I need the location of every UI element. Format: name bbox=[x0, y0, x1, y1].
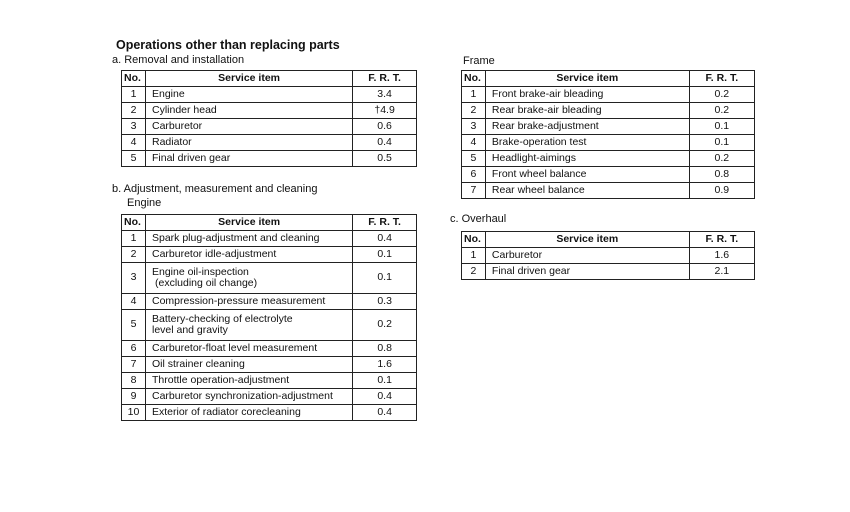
row-item-line1: Engine oil-inspection bbox=[151, 265, 249, 278]
header-frt: F. R. T. bbox=[689, 232, 754, 248]
row-item bbox=[145, 263, 352, 294]
row-frt: 0.2 bbox=[689, 87, 754, 103]
table-row bbox=[122, 247, 417, 263]
table-row bbox=[122, 135, 417, 151]
table-row bbox=[122, 357, 417, 373]
frame-label: Frame bbox=[463, 55, 495, 67]
row-item: Rear brake-air bleading bbox=[485, 103, 689, 119]
table-row bbox=[462, 167, 755, 183]
row-no: 3 bbox=[122, 119, 146, 135]
table-header-row bbox=[122, 71, 417, 87]
row-frt: 0.8 bbox=[353, 341, 417, 357]
table-header-row bbox=[462, 71, 755, 87]
row-frt: 0.5 bbox=[353, 151, 417, 167]
row-frt: 0.1 bbox=[689, 119, 754, 135]
row-no: 3 bbox=[462, 119, 486, 135]
row-no: 1 bbox=[462, 248, 486, 264]
table-row bbox=[122, 294, 417, 310]
removal-installation-table bbox=[121, 70, 417, 167]
row-frt: 0.3 bbox=[353, 294, 417, 310]
table-row bbox=[462, 264, 755, 280]
row-item: Radiator bbox=[145, 135, 352, 151]
table-row bbox=[462, 151, 755, 167]
section-b-label: b. Adjustment, measurement and cleaning bbox=[112, 183, 318, 195]
row-no: 2 bbox=[122, 103, 146, 119]
row-no: 10 bbox=[122, 405, 146, 421]
row-frt: 0.4 bbox=[353, 231, 417, 247]
row-no: 2 bbox=[462, 103, 486, 119]
table-row bbox=[122, 87, 417, 103]
table-row bbox=[462, 87, 755, 103]
table-row bbox=[122, 231, 417, 247]
row-item: Throttle operation-adjustment bbox=[145, 373, 352, 389]
table-row bbox=[122, 373, 417, 389]
header-frt: F. R. T. bbox=[689, 71, 754, 87]
table-row bbox=[462, 183, 755, 199]
row-no: 6 bbox=[462, 167, 486, 183]
row-item: Final driven gear bbox=[145, 151, 352, 167]
row-item: Cylinder head bbox=[145, 103, 352, 119]
row-item: Compression-pressure measurement bbox=[145, 294, 352, 310]
table-row bbox=[462, 248, 755, 264]
row-frt: 0.4 bbox=[353, 405, 417, 421]
row-no: 3 bbox=[122, 263, 146, 294]
section-a-label: a. Removal and installation bbox=[112, 54, 245, 66]
row-no: 9 bbox=[122, 389, 146, 405]
table-row bbox=[122, 151, 417, 167]
row-item-line2: level and gravity bbox=[151, 324, 228, 336]
section-b-sublabel: Engine bbox=[127, 197, 162, 209]
header-service-item: Service item bbox=[485, 71, 689, 87]
row-frt: 0.1 bbox=[353, 263, 417, 294]
section-c-label: c. Overhaul bbox=[450, 213, 507, 225]
adjustment-frame-table bbox=[461, 70, 755, 199]
row-no: 2 bbox=[462, 264, 486, 280]
table-row bbox=[462, 119, 755, 135]
row-frt: 0.1 bbox=[353, 247, 417, 263]
row-frt: 0.4 bbox=[353, 389, 417, 405]
row-no: 2 bbox=[122, 247, 146, 263]
row-item: Carburetor-float level measurement bbox=[145, 341, 352, 357]
header-frt: F. R. T. bbox=[353, 71, 417, 87]
header-frt: F. R. T. bbox=[353, 215, 417, 231]
row-item-line1: Battery-checking of electrolyte bbox=[151, 312, 293, 325]
header-no: No. bbox=[462, 71, 486, 87]
row-no: 7 bbox=[462, 183, 486, 199]
row-frt: 0.2 bbox=[689, 151, 754, 167]
row-item: Oil strainer cleaning bbox=[145, 357, 352, 373]
row-frt: 0.8 bbox=[689, 167, 754, 183]
row-item: Exterior of radiator corecleaning bbox=[145, 405, 352, 421]
row-item: Carburetor synchronization-adjustment bbox=[145, 389, 352, 405]
header-service-item: Service item bbox=[145, 215, 352, 231]
row-item: Final driven gear bbox=[485, 264, 689, 280]
row-no: 1 bbox=[122, 231, 146, 247]
table-row bbox=[462, 103, 755, 119]
row-item: Rear wheel balance bbox=[485, 183, 689, 199]
row-frt: 0.1 bbox=[353, 373, 417, 389]
row-item: Front wheel balance bbox=[485, 167, 689, 183]
table-row bbox=[122, 389, 417, 405]
row-frt: 0.2 bbox=[353, 310, 417, 341]
row-item: Carburetor bbox=[145, 119, 352, 135]
row-no: 1 bbox=[122, 87, 146, 103]
row-item: Front brake-air bleading bbox=[485, 87, 689, 103]
row-item: Rear brake-adjustment bbox=[485, 119, 689, 135]
row-frt: 1.6 bbox=[689, 248, 754, 264]
page-title: Operations other than replacing parts bbox=[116, 38, 340, 52]
table-row bbox=[122, 341, 417, 357]
table-header-row bbox=[462, 232, 755, 248]
header-service-item: Service item bbox=[145, 71, 352, 87]
table-row bbox=[122, 119, 417, 135]
row-no: 8 bbox=[122, 373, 146, 389]
table-row bbox=[462, 135, 755, 151]
row-no: 5 bbox=[122, 310, 146, 341]
row-frt: 0.9 bbox=[689, 183, 754, 199]
row-frt: 3.4 bbox=[353, 87, 417, 103]
row-item bbox=[145, 310, 352, 341]
row-no: 5 bbox=[462, 151, 486, 167]
table-row bbox=[122, 103, 417, 119]
row-item-line2: (excluding oil change) bbox=[154, 277, 258, 289]
header-no: No. bbox=[462, 232, 486, 248]
row-no: 7 bbox=[122, 357, 146, 373]
row-item: Carburetor bbox=[485, 248, 689, 264]
row-item: Carburetor idle-adjustment bbox=[145, 247, 352, 263]
row-frt: 2.1 bbox=[689, 264, 754, 280]
row-no: 4 bbox=[122, 294, 146, 310]
row-item: Engine bbox=[145, 87, 352, 103]
overhaul-table bbox=[461, 231, 755, 280]
row-item: Brake-operation test bbox=[485, 135, 689, 151]
row-frt: 0.1 bbox=[689, 135, 754, 151]
header-no: No. bbox=[122, 215, 146, 231]
adjustment-engine-table bbox=[121, 214, 417, 421]
row-no: 4 bbox=[122, 135, 146, 151]
row-no: 4 bbox=[462, 135, 486, 151]
row-frt: 0.4 bbox=[353, 135, 417, 151]
table-row bbox=[122, 310, 417, 341]
row-item: Headlight-aimings bbox=[485, 151, 689, 167]
row-item: Spark plug-adjustment and cleaning bbox=[145, 231, 352, 247]
row-no: 1 bbox=[462, 87, 486, 103]
row-frt: 0.2 bbox=[689, 103, 754, 119]
header-no: No. bbox=[122, 71, 146, 87]
row-frt: 1.6 bbox=[353, 357, 417, 373]
row-frt: 0.6 bbox=[353, 119, 417, 135]
table-header-row bbox=[122, 215, 417, 231]
row-frt: †4.9 bbox=[353, 103, 417, 119]
table-row bbox=[122, 263, 417, 294]
header-service-item: Service item bbox=[485, 232, 689, 248]
row-no: 6 bbox=[122, 341, 146, 357]
table-row bbox=[122, 405, 417, 421]
row-no: 5 bbox=[122, 151, 146, 167]
